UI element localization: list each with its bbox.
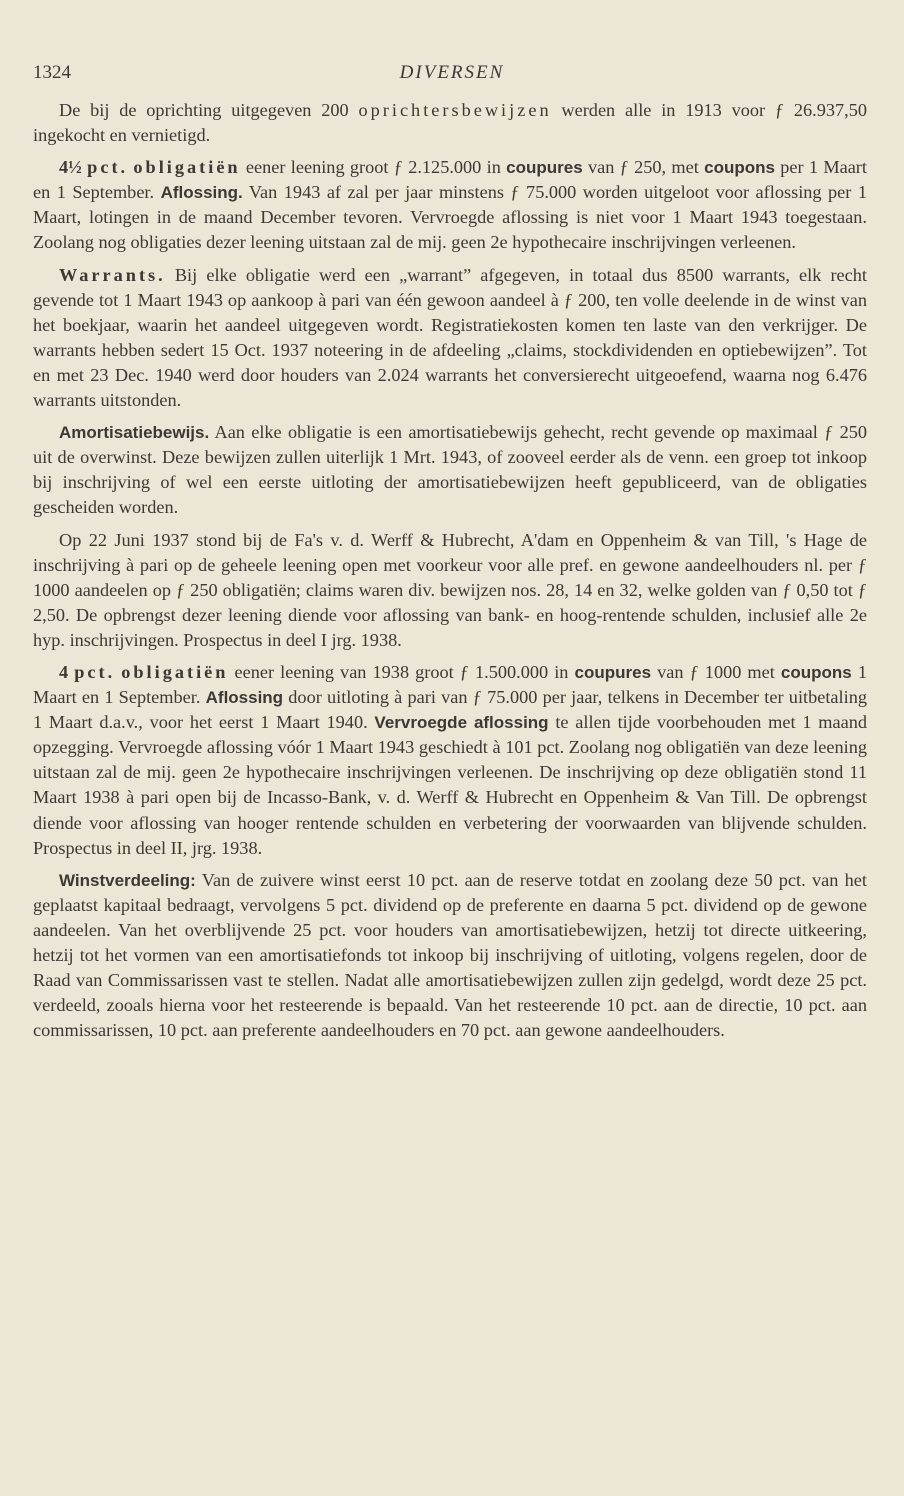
- body-text: [33, 98, 867, 1050]
- spaced-term: obligatiën: [133, 157, 241, 178]
- interest-rate: 4½: [59, 157, 82, 178]
- paragraph-oprichtersbewijzen: De bij de oprichting uitgegeven 200 oprichtersbewijzen werden alle in 1913 voor ƒ 26.937,50 ingekocht en vernietigd.: [33, 100, 867, 146]
- paragraph-winstverdeeling: Winstverdeeling: Van de zuivere winst eerst 10 pct. aan de reserve totdat en zoolang deze 50 pct. van het geplaatst kapitaal bedraagt, vervolgens 5 pct. dividend op de preferente en daarna 5 pct. dividend op de gewone aandeelen. Van het overblijvende 25 pct. voor houders van amortisatiebewijzen, hetzij tot directe uitkeering, hetzij tot het vormen van een amortisatiefonds tot inkoop bij inschrijving of uitloting, volgens regelen, door de Raad van Commissarissen vast te stellen. Nadat alle amortisatiebewijzen zullen zijn gedelgd, wordt deze 25 pct. verdeeld, zooals hierna voor het resteerende is bepaald. Van het resteerende 10 pct. aan de directie, 10 pct. aan commissarissen, 10 pct. aan preferente aandeelhouders en 70 pct. aan gewone aandeelhouders.: [33, 869, 867, 1041]
- section-heading: Warrants.: [59, 264, 166, 285]
- page-header: [33, 62, 871, 90]
- running-title: DIVERSEN: [399, 62, 505, 83]
- paragraph-amortisatiebewijs: Amortisatiebewijs. Aan elke obligatie is een amortisatiebewijs gehecht, recht gevende op maximaal ƒ 250 uit de overwinst. Deze bewijzen zullen uiterlijk 1 Mrt. 1943, of zooveel eerder als de venn. een groep tot inkoop bij inschrijving of wel een eerste uitloting der amortisatiebewijzen heeft gepubliceerd, van de obligaties gescheiden worden.: [33, 422, 867, 518]
- section-heading: Amortisatiebewijs.: [59, 423, 210, 443]
- paragraph-obligaties-4: 4 pct. obligatiën eener leening van 1938 groot ƒ 1.500.000 in coupures van ƒ 1000 met coupons 1 Maart en 1 September. Aflossing door uitloting à pari van ƒ 75.000 per jaar, telkens in December ter uitbetaling 1 Maart d.a.v., voor het eerst 1 Maart 1940. Vervroegde aflossing te allen tijde voorbehouden met 1 maand opzegging. Vervroegde aflossing vóór 1 Maart 1943 geschiedt à 101 pct. Zoolang nog obligatiën van deze leening uitstaan zal de mij. geen 2e hypothecaire inschrijvingen verleenen. De inschrijving op deze obligatiën stond 11 Maart 1938 à pari open bij de Incasso-Bank, v. d. Werff & Hubrecht en Oppenheim & Van Till. De opbrengst diende voor aflossing van hooger rentende schulden en verbetering der voorwaarden van blijvende schulden. Prospectus in deel II, jrg. 1938.: [33, 661, 867, 858]
- paragraph-inschrijving-1937: Op 22 Juni 1937 stond bij de Fa's v. d. Werff & Hubrecht, A'dam en Oppenheim & van Till, 's Hage de inschrijving à pari op de geheele leening open met voorkeur voor alle pref. en gewone aandeelhouders nl. per ƒ 1000 aandeelen op ƒ 250 obligatiën; claims waren div. bewijzen nos. 28, 14 en 32, welke golden van ƒ 0,50 tot ƒ 2,50. De opbrengst dezer leening diende voor aflossing van bank- en hoog-rentende schulden, inclusief alle 2e hyp. inschrijvingen. Prospectus in deel I jrg. 1938.: [33, 529, 867, 650]
- paragraph-warrants: Warrants. Bij elke obligatie werd een „warrant” afgegeven, in totaal dus 8500 warrants, elk recht gevende tot 1 Maart 1943 op aankoop à pari van één gewoon aandeel à ƒ 200, ten volle deelende in de winst van het boekjaar, waarin het aandeel uitgegeven wordt. Registratiekosten komen ten laste van den verkrijger. De warrants hebben sedert 15 Oct. 1937 noteering in de afdeeling „claims, stockdividenden en optiebewijzen”. Tot en met 23 Dec. 1940 werd door houders van 2.024 warrants het conversierecht uitgeoefend, waarna nog 6.476 warrants uitstonden.: [33, 264, 867, 411]
- paragraph-obligaties-4-half: 4½ pct. obligatiën eener leening groot ƒ 2.125.000 in coupures van ƒ 250, met coupons per 1 Maart en 1 September. Aflossing. Van 1943 af zal per jaar minstens ƒ 75.000 worden uitgeloot voor aflossing per 1 Maart, lotingen in de maand December tevoren. Vervroegde aflossing is niet voor 1 Maart 1943 toegestaan. Zoolang nog obligaties dezer leening uitstaan zal de mij. geen 2e hypothecaire inschrijvingen verleenen.: [33, 157, 867, 253]
- spaced-term: obligatiën: [121, 661, 229, 682]
- page-number: 1324: [33, 62, 71, 83]
- spaced-term: oprichtersbewijzen: [358, 100, 552, 120]
- section-heading: Winstverdeeling:: [59, 870, 196, 890]
- interest-rate: 4: [59, 661, 69, 682]
